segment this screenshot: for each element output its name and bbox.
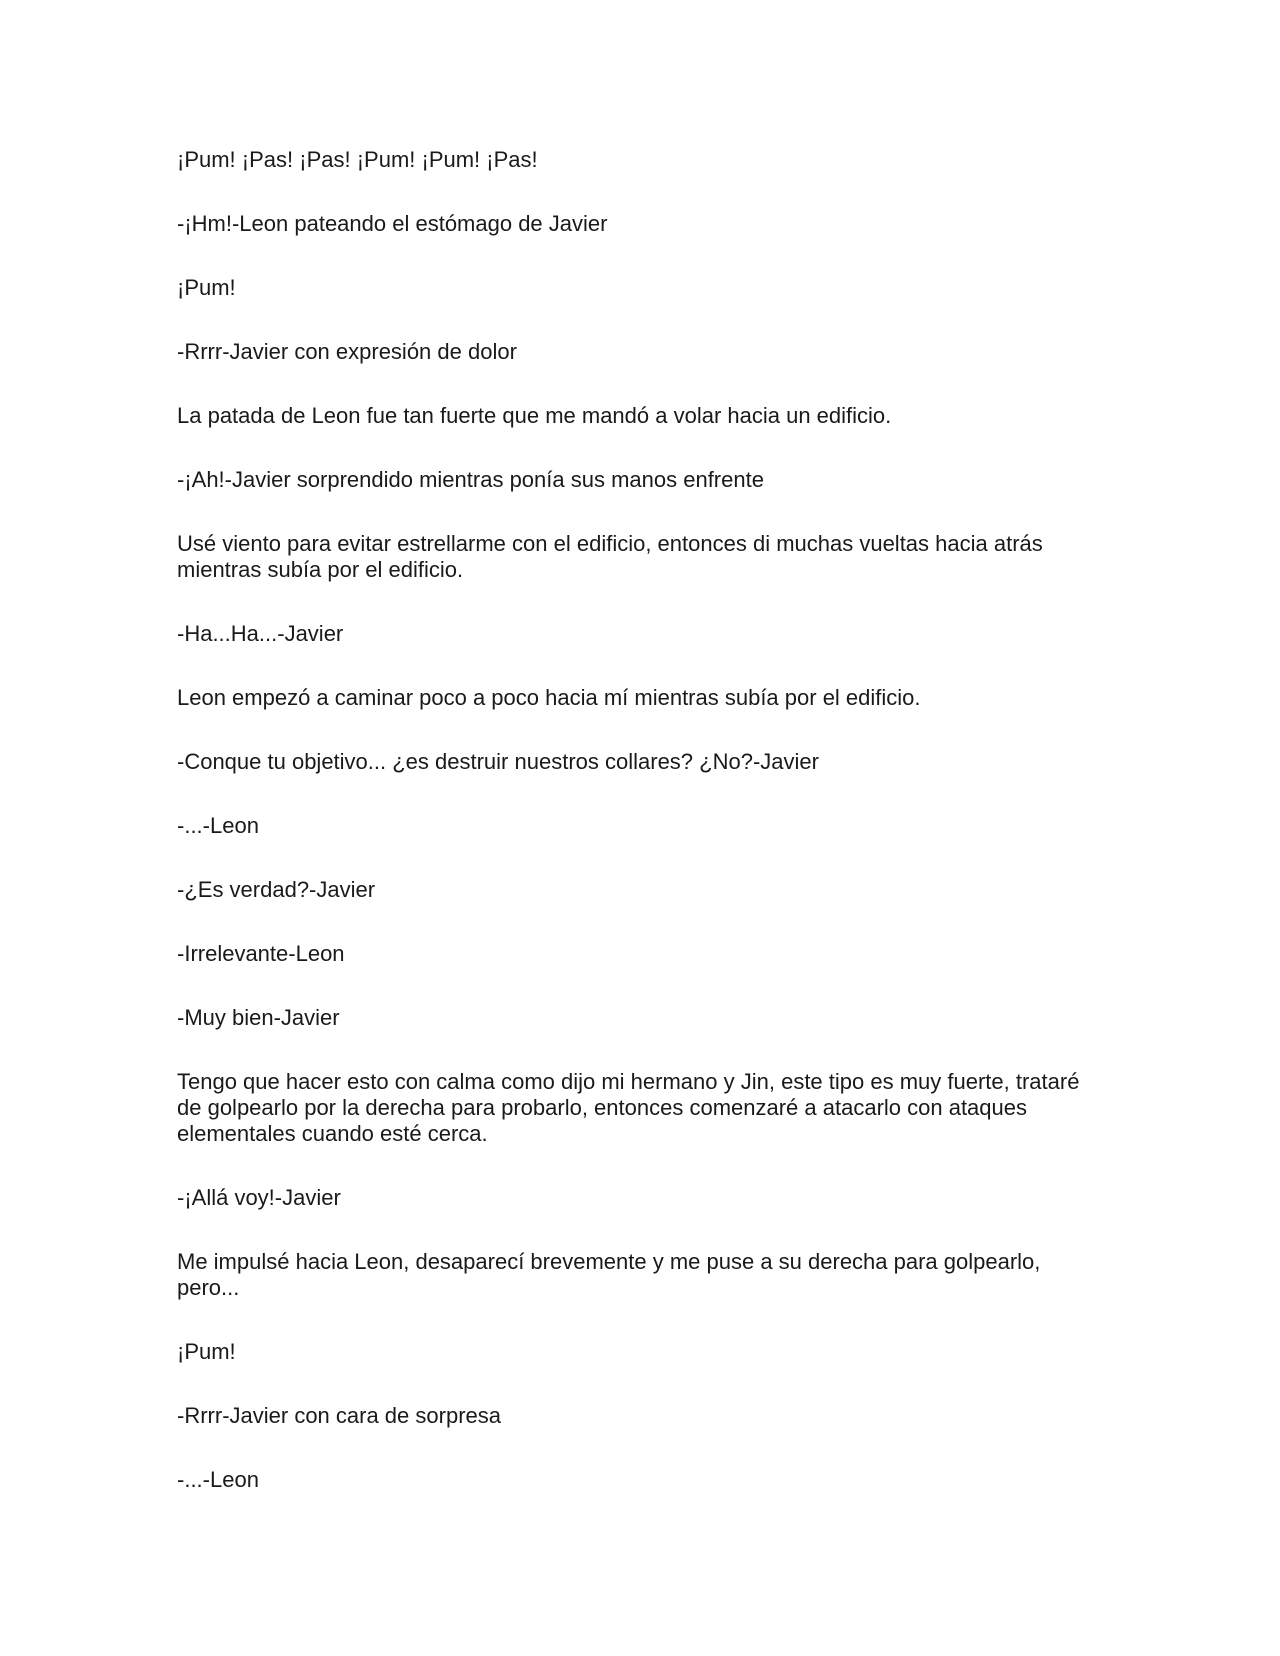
paragraph: -...-Leon: [177, 1467, 259, 1492]
paragraph: Usé viento para evitar estrellarme con el edificio, entonces di muchas vueltas hacia atrás mientras subía por el edificio.: [177, 531, 1043, 582]
paragraph: -...-Leon: [177, 813, 259, 838]
paragraph: -Rrrr-Javier con expresión de dolor: [177, 339, 517, 364]
document-body: [177, 147, 1107, 1493]
paragraph: Leon empezó a caminar poco a poco hacia mí mientras subía por el edificio.: [177, 685, 921, 710]
paragraph: ¡Pum!: [177, 275, 236, 300]
paragraph: -¡Allá voy!-Javier: [177, 1185, 341, 1210]
paragraph: -¡Hm!-Leon pateando el estómago de Javier: [177, 211, 608, 236]
paragraph: -¿Es verdad?-Javier: [177, 877, 376, 902]
paragraph: -¡Ah!-Javier sorprendido mientras ponía sus manos enfrente: [177, 467, 764, 492]
paragraph: -Ha...Ha...-Javier: [177, 621, 344, 646]
paragraph: -Conque tu objetivo... ¿es destruir nuestros collares? ¿No?-Javier: [177, 749, 819, 774]
paragraph: Me impulsé hacia Leon, desaparecí brevemente y me puse a su derecha para golpearlo, pero...: [177, 1249, 1041, 1300]
paragraph: -Irrelevante-Leon: [177, 941, 345, 966]
paragraph: Tengo que hacer esto con calma como dijo mi hermano y Jin, este tipo es muy fuerte, trataré de golpearlo por la derecha para probarlo, entonces comenzaré a atacarlo con ataques elementales cuando esté cerca.: [177, 1069, 1080, 1146]
paragraph: La patada de Leon fue tan fuerte que me mandó a volar hacia un edificio.: [177, 403, 892, 428]
paragraph: -Muy bien-Javier: [177, 1005, 340, 1030]
paragraph: ¡Pum! ¡Pas! ¡Pas! ¡Pum! ¡Pum! ¡Pas!: [177, 147, 538, 172]
paragraph: -Rrrr-Javier con cara de sorpresa: [177, 1403, 501, 1428]
paragraph: ¡Pum!: [177, 1339, 236, 1364]
